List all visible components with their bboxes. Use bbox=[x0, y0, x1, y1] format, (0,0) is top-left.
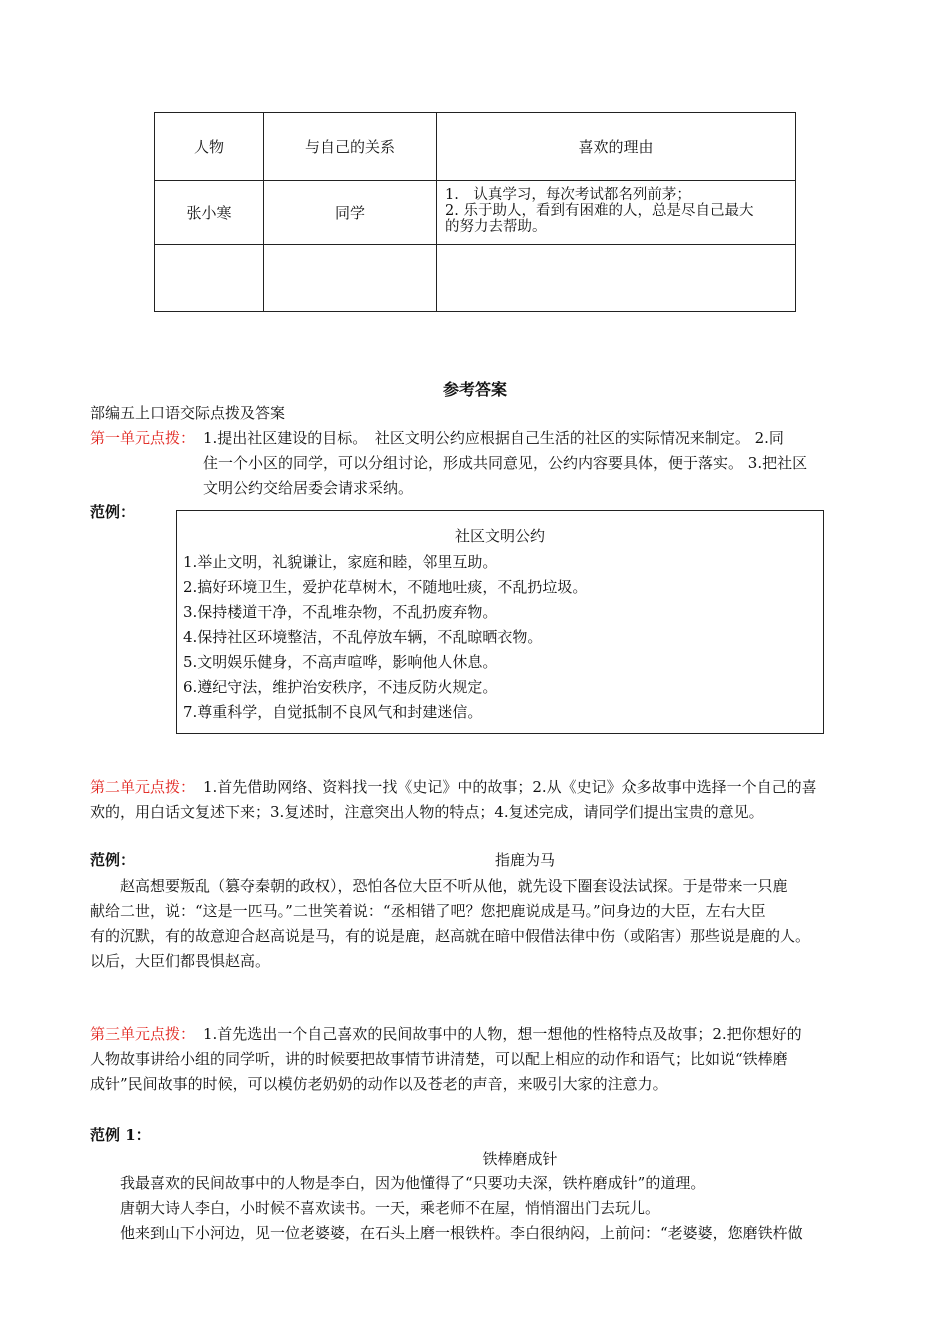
convention-item: 2.搞好环境卫生，爱护花草树木，不随地吐痰，不乱扔垃圾。 bbox=[183, 578, 588, 596]
example-label: 范例： bbox=[90, 503, 136, 521]
unit3-label: 第三单元点拨： bbox=[90, 1025, 196, 1043]
convention-item: 4.保持社区环境整洁，不乱停放车辆，不乱晾晒衣物。 bbox=[183, 628, 543, 646]
unit3-line: 1.首先选出一个自己喜欢的民间故事中的人物，想一想他的性格特点及故事；2.把你想好的 bbox=[203, 1025, 802, 1043]
story1-line: 赵高想要叛乱（篡夺秦朝的政权），恐怕各位大臣不听从他，就先设下圈套设法试探。于是带来一只鹿 bbox=[120, 877, 788, 895]
convention-title: 社区文明公约 bbox=[454, 527, 545, 545]
unit1-label: 第一单元点拨： bbox=[90, 429, 196, 447]
cell-empty bbox=[155, 245, 264, 312]
story1-line: 有的沉默，有的故意迎合赵高说是马，有的说是鹿，赵高就在暗中假借法律中伤（或陷害）那些说是鹿的人。 bbox=[90, 927, 811, 945]
story1-line: 以后，大臣们都畏惧赵高。 bbox=[90, 952, 271, 970]
story2-line: 唐朝大诗人李白，小时候不喜欢读书。一天，乘老师不在屋，悄悄溜出门去玩儿。 bbox=[120, 1199, 661, 1217]
story2-line: 我最喜欢的民间故事中的人物是李白，因为他懂得了“只要功夫深，铁杵磨成针”的道理。 bbox=[120, 1174, 706, 1192]
cell-empty bbox=[264, 245, 437, 312]
unit1-line: 文明公约交给居委会请求采纳。 bbox=[203, 479, 414, 497]
reason-line: 1. 认真学习，每次考试都名列前茅； bbox=[445, 187, 691, 203]
unit3-line: 人物故事讲给小组的同学听，讲的时候要把故事情节讲清楚，可以配上相应的动作和语气；比如说“铁棒磨 bbox=[90, 1050, 788, 1068]
cell-relation: 同学 bbox=[264, 181, 437, 245]
story1-line: 献给二世，说：“这是一匹马。”二世笑着说：“丞相错了吧？您把鹿说成是马。”问身边的大臣，左右大臣 bbox=[90, 902, 766, 920]
story2-line: 他来到山下小河边，见一位老婆婆，在石头上磨一根铁杵。李白很纳闷，上前问：“老婆婆，您磨铁杵做 bbox=[120, 1224, 803, 1242]
unit1-line: 住一个小区的同学，可以分组讨论，形成共同意见，公约内容要具体，便于落实。 3.把社区 bbox=[203, 454, 808, 472]
story1-title: 指鹿为马 bbox=[494, 851, 555, 869]
header-person: 人物 bbox=[155, 113, 264, 181]
subtitle: 部编五上口语交际点拨及答案 bbox=[90, 404, 286, 422]
convention-item: 1.举止文明，礼貌谦让，家庭和睦，邻里互助。 bbox=[183, 553, 498, 571]
convention-item: 5.文明娱乐健身，不高声喧哗，影响他人休息。 bbox=[183, 653, 498, 671]
cell-reasons bbox=[437, 181, 796, 245]
header-reason: 喜欢的理由 bbox=[437, 113, 796, 181]
convention-box bbox=[176, 510, 824, 734]
reason-line: 的努力去帮助。 bbox=[445, 219, 547, 235]
convention-item: 3.保持楼道干净，不乱堆杂物，不乱扔废弃物。 bbox=[183, 603, 498, 621]
story1-label: 范例： bbox=[90, 851, 136, 869]
unit2-label: 第二单元点拨： bbox=[90, 778, 196, 796]
answer-title: 参考答案 bbox=[442, 380, 507, 399]
unit1-line: 1.提出社区建设的目标。 社区文明公约应根据自己生活的社区的实际情况来制定。 2.同 bbox=[203, 429, 784, 447]
convention-item: 7.尊重科学，自觉抵制不良风气和封建迷信。 bbox=[183, 703, 483, 721]
favorite-person-table bbox=[154, 112, 796, 312]
cell-name: 张小寒 bbox=[155, 181, 264, 245]
story2-label: 范例 1： bbox=[90, 1126, 151, 1144]
unit3-line: 成针”民间故事的时候，可以模仿老奶奶的动作以及苍老的声音，来吸引大家的注意力。 bbox=[90, 1075, 668, 1093]
header-relation: 与自己的关系 bbox=[264, 113, 437, 181]
cell-empty bbox=[437, 245, 796, 312]
convention-item: 6.遵纪守法，维护治安秩序，不违反防火规定。 bbox=[183, 678, 498, 696]
reason-line: 2. 乐于助人，看到有困难的人，总是尽自己最大 bbox=[445, 203, 754, 219]
unit2-line: 1.首先借助网络、资料找一找《史记》中的故事；2.从《史记》众多故事中选择一个自己的喜 bbox=[203, 778, 817, 796]
story2-title: 铁棒磨成针 bbox=[482, 1150, 558, 1168]
unit2-line: 欢的，用白话文复述下来；3.复述时，注意突出人物的特点；4.复述完成，请同学们提出宝贵的意见。 bbox=[90, 803, 764, 821]
